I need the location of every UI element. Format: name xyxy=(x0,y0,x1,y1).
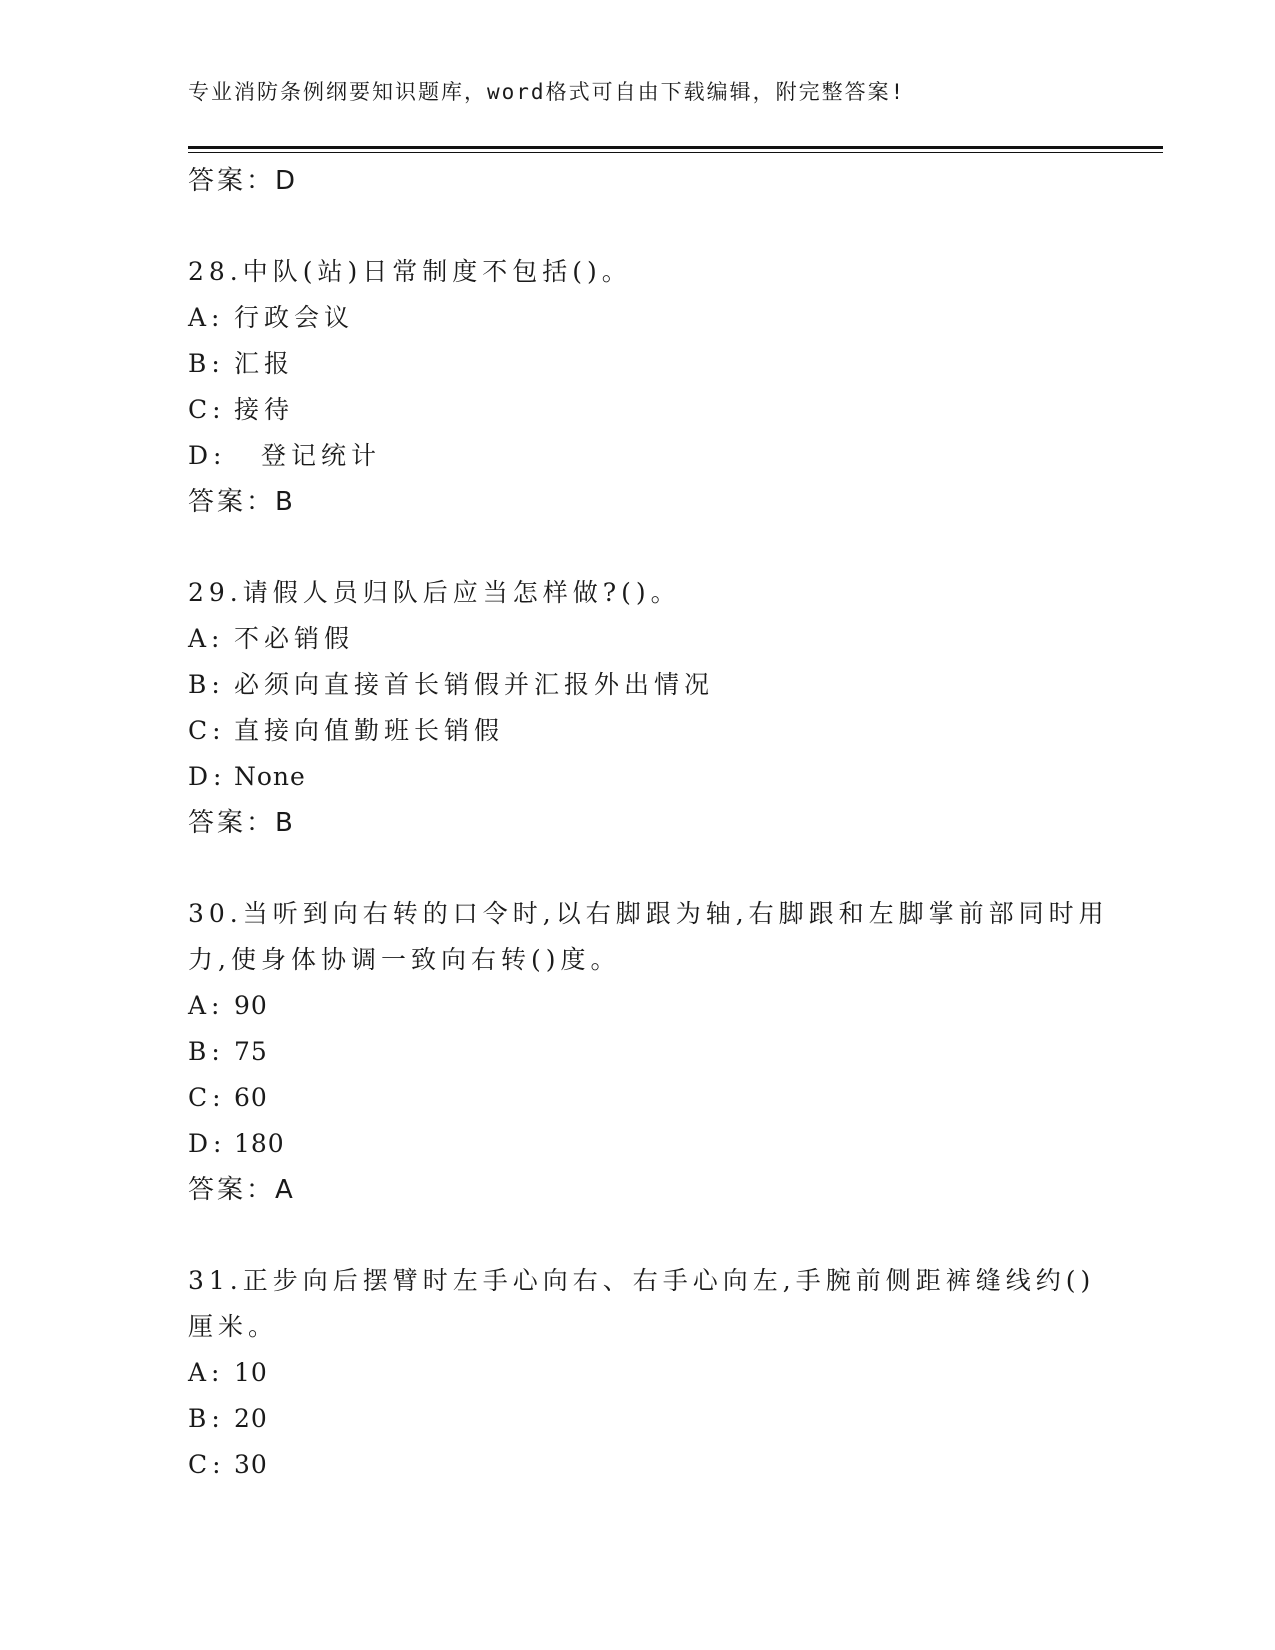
option-text: 必须向直接首长销假并汇报外出情况 xyxy=(234,670,715,699)
question-block xyxy=(188,570,1088,846)
option-letter: C: xyxy=(188,395,226,424)
option-text: 登记统计 xyxy=(248,441,381,470)
option-a xyxy=(188,295,1088,341)
question-list xyxy=(188,158,1109,1488)
option-text: 30 xyxy=(234,1450,268,1479)
option-b xyxy=(188,1396,1088,1442)
question-text-continued: 厘米。 xyxy=(188,1312,279,1341)
option-letter: A: xyxy=(188,624,225,653)
option-a xyxy=(188,616,1088,662)
option-c xyxy=(188,708,1088,754)
option-text: 汇报 xyxy=(234,349,295,378)
option-d xyxy=(188,433,1088,479)
option-b xyxy=(188,662,1088,708)
header-rule xyxy=(188,146,1163,149)
option-letter: C: xyxy=(188,716,226,745)
option-letter: B: xyxy=(188,349,225,378)
question-block xyxy=(188,1258,1096,1488)
option-letter: C: xyxy=(188,1450,226,1479)
answer-line: 答案：B xyxy=(188,808,296,838)
option-letter: A: xyxy=(188,1358,225,1387)
option-c xyxy=(188,1075,1088,1121)
option-b xyxy=(188,341,1088,387)
option-text: 90 xyxy=(234,991,268,1020)
option-text: 接待 xyxy=(234,395,295,424)
question-text-continued: 力,使身体协调一致向右转()度。 xyxy=(188,945,621,974)
page-header: 专业消防条例纲要知识题库，word格式可自由下载编辑，附完整答案! xyxy=(188,80,906,104)
question-block xyxy=(188,891,1109,1213)
option-letter: D: xyxy=(188,1129,227,1158)
question-text: 30.当听到向右转的口令时,以右脚跟为轴,右脚跟和左脚掌前部同时用 xyxy=(188,899,1109,928)
option-d xyxy=(188,1121,1088,1167)
option-text: 60 xyxy=(234,1083,268,1112)
question-text: 31.正步向后摆臂时左手心向右、右手心向左,手腕前侧距裤缝线约() xyxy=(188,1266,1096,1295)
option-letter: A: xyxy=(188,991,225,1020)
option-text: 直接向值勤班长销假 xyxy=(234,716,505,745)
option-letter: D: xyxy=(188,762,227,791)
option-letter: B: xyxy=(188,670,225,699)
option-text: 行政会议 xyxy=(234,303,355,332)
question-text: 28.中队(站)日常制度不包括()。 xyxy=(188,257,632,286)
option-letter: B: xyxy=(188,1404,225,1433)
option-a xyxy=(188,1350,1088,1396)
answer-line: 答案：D xyxy=(188,166,299,196)
question-text: 29.请假人员归队后应当怎样做?()。 xyxy=(188,578,681,607)
option-text: 180 xyxy=(234,1129,285,1158)
option-text: 不必销假 xyxy=(234,624,355,653)
option-d xyxy=(188,754,1088,800)
question-block xyxy=(188,249,1088,525)
option-letter: C: xyxy=(188,1083,226,1112)
option-text: None xyxy=(234,762,306,791)
option-letter: D: xyxy=(188,441,227,470)
option-c xyxy=(188,1442,1088,1488)
option-letter: B: xyxy=(188,1037,225,1066)
option-text: 75 xyxy=(234,1037,268,1066)
option-text: 10 xyxy=(234,1358,268,1387)
header-rule-thin xyxy=(188,152,1163,153)
option-letter: A: xyxy=(188,303,225,332)
option-b xyxy=(188,1029,1088,1075)
option-a xyxy=(188,983,1088,1029)
option-c xyxy=(188,387,1088,433)
answer-line: 答案：A xyxy=(188,1175,296,1205)
option-text: 20 xyxy=(234,1404,268,1433)
answer-line: 答案：B xyxy=(188,487,296,517)
